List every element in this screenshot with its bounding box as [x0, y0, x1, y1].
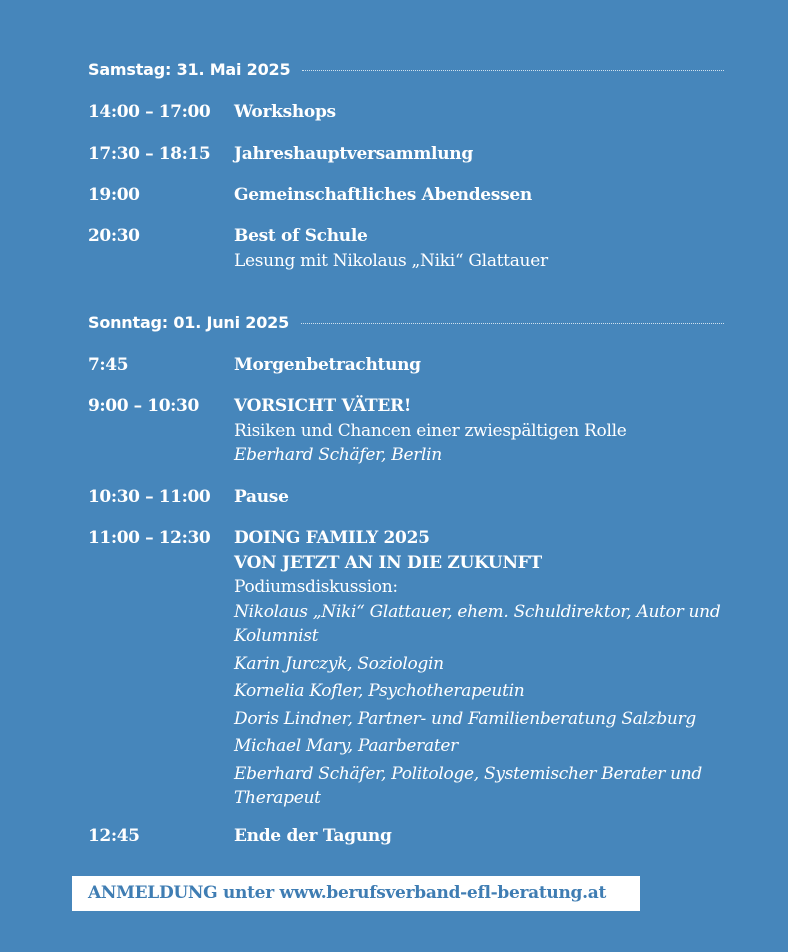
schedule-row [88, 183, 728, 208]
time-label: 20:30 [88, 226, 140, 246]
event-title: DOING FAMILY 2025 [234, 528, 430, 548]
schedule-row [88, 224, 728, 273]
time-label: 10:30 – 11:00 [88, 487, 211, 507]
day-header-label: Samstag: 31. Mai 2025 [88, 60, 291, 79]
event-speaker: Eberhard Schäfer, Berlin [234, 445, 442, 465]
registration-banner: ANMELDUNG unter www.berufsverband-efl-beratung.at [72, 876, 640, 911]
schedule-row [88, 824, 728, 849]
panelist: Eberhard Schäfer, Politologe, Systemischer Berater und Therapeut [234, 763, 703, 808]
event-title: Morgenbetrachtung [234, 355, 421, 375]
schedule-row [88, 526, 728, 814]
event-title: Best of Schule [234, 226, 368, 246]
event-title: VORSICHT VÄTER! [234, 396, 412, 416]
schedule-row [88, 142, 728, 167]
event-title: Workshops [234, 102, 336, 122]
event-title: Jahreshauptversammlung [234, 144, 473, 164]
panelist: Kornelia Kofler, Psychotherapeutin [234, 681, 525, 701]
time-label: 12:45 [88, 826, 140, 846]
time-label: 11:00 – 12:30 [88, 528, 211, 548]
time-label: 9:00 – 10:30 [88, 396, 199, 416]
event-title: Ende der Tagung [234, 826, 392, 846]
dotted-divider [302, 70, 724, 71]
panelist: Michael Mary, Paarberater [234, 736, 458, 756]
time-label: 17:30 – 18:15 [88, 144, 211, 164]
event-subtitle: Podiumsdiskussion: [234, 577, 398, 597]
day-header-label: Sonntag: 01. Juni 2025 [88, 313, 289, 332]
event-title: Gemeinschaftliches Abendessen [234, 185, 532, 205]
event-subtitle: Lesung mit Nikolaus „Niki“ Glattauer [234, 250, 548, 271]
schedule-row [88, 100, 728, 125]
event-title-line2: VON JETZT AN IN DIE ZUKUNFT [234, 552, 542, 573]
time-label: 7:45 [88, 355, 129, 375]
dotted-divider [301, 323, 724, 324]
schedule-row [88, 394, 728, 468]
event-subtitle: Risiken und Chancen einer zwiespältigen Rolle [234, 420, 627, 441]
day-header-sunday [88, 313, 724, 332]
panelist: Karin Jurczyk, Soziologin [234, 653, 444, 674]
event-title: Pause [234, 487, 289, 507]
time-label: 19:00 [88, 185, 140, 205]
schedule-row [88, 485, 728, 510]
schedule-row [88, 353, 728, 378]
panelist: Doris Lindner, Partner- und Familienberatung Salzburg [234, 708, 696, 729]
day-header-saturday [88, 60, 724, 79]
time-label: 14:00 – 17:00 [88, 102, 211, 122]
panelist: Nikolaus „Niki“ Glattauer, ehem. Schuldirektor, Autor und Kolumnist [234, 601, 721, 646]
